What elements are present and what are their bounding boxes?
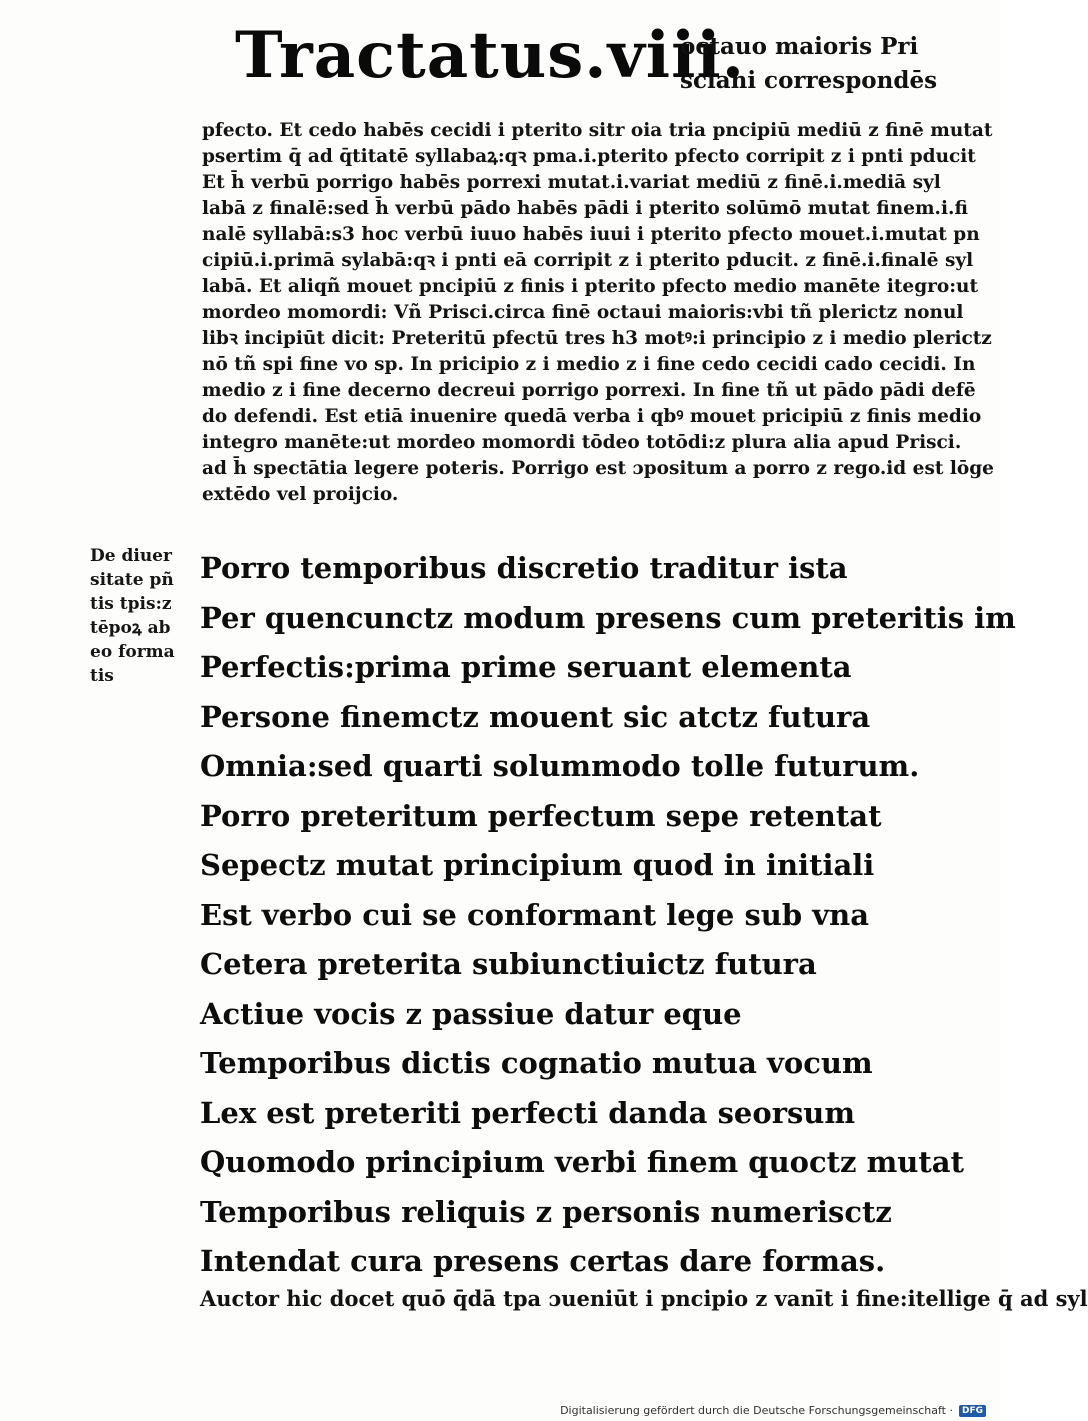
dfg-logo-icon: DFG [959, 1405, 986, 1417]
marginal-note-line: tis tpis:z [90, 594, 172, 614]
verse-line: Temporibus reliquis z personis numerisctz [200, 1194, 892, 1229]
commentary-line: nō tñ spi fine vo sp. In pricipio z i medio z i fine cedo cecidi cado cecidi. In [202, 354, 976, 375]
verse-line: Intendat cura presens certas dare formas. [200, 1244, 886, 1278]
footer-credit: Digitalisierung gefördert durch die Deutsche Forschungsgemeinschaft · [560, 1404, 953, 1417]
commentary-line: nalē syllabā:s3 hoc verbū iuuo habēs iuui i pterito pfecto mouet.i.mutat pn [202, 224, 980, 245]
verse-line: Actiue vocis z passiue datur eque [200, 996, 742, 1031]
verse-line: Sepectz mutat principium quod in initiali [200, 848, 875, 882]
commentary-line: do defendi. Est etiā inuenire quedā verba i qbꝰ mouet pricipiū z finis medio [202, 406, 982, 427]
commentary-line: mordeo momordi: Vñ Prisci.circa finē octaui maioris:vbi tñ plerictz nonul [202, 302, 964, 323]
commentary-line: labā z finalē:sed h̄ verbū pādo habēs pādi i pterito solūmō mutat finem.i.fi [202, 198, 968, 219]
commentary-line: libꝛ incipiūt dicit: Preteritū pfectū tres h3 motꝰ:i principio z i medio plerictz [202, 328, 992, 349]
verse-line: Persone finemctz mouent sic atctz futura [200, 699, 871, 734]
page-header [235, 10, 975, 110]
verse-line: Porro preteritum perfectum sepe retentat [200, 798, 882, 833]
commentary-line: integro manēte:ut mordeo momordi tōdeo totōdi:z plura alia apud Prisci. [202, 432, 962, 453]
final-commentary-line: Auctor hic docet quō q̄dā tpa ɔueniūt i pncipio z vanīt i fine:itellige q̄ ad syl [200, 1286, 1088, 1311]
commentary-line: cipiū.i.primā sylabā:qꝛ i pnti eā corripit z i pterito pducit. z finē.i.finalē syl [202, 250, 974, 271]
marginal-note-line: tēpoꝝ ab [90, 618, 171, 638]
marginal-note-line: eo forma [90, 642, 175, 662]
header-subtitle-line: octauo maioris Pri [680, 33, 919, 60]
verse-line: Cetera preterita subiunctiuictz futura [200, 947, 817, 981]
marginal-note-line: De diuer [90, 546, 172, 566]
header-subtitle [680, 30, 980, 98]
verse-line: Per quencunctz modum presens cum preteritis im [200, 600, 1016, 635]
marginal-note-line: tis [90, 666, 114, 686]
commentary-line: ad h̄ spectātia legere poteris. Porrigo est ɔpositum a porro z rego.id est lōge [202, 458, 994, 479]
digitization-footer [560, 1404, 986, 1417]
verse-line: Est verbo cui se conformant lege sub vna [200, 897, 869, 932]
marginal-note [90, 544, 200, 688]
marginal-note-line: sitate pñ [90, 570, 174, 590]
commentary-block [202, 118, 992, 508]
verse-line: Omnia:sed quarti solummodo tolle futurum. [200, 749, 920, 783]
verse-line: Porro temporibus discretio traditur ista [200, 551, 848, 585]
commentary-line: medio z i fine decerno decreui porrigo porrexi. In fine tñ ut pādo pādi defē [202, 380, 976, 401]
verse-line: Quomodo principium verbi finem quoctz mutat [200, 1145, 964, 1179]
header-title: Tractatus.viii. [235, 18, 745, 93]
commentary-line: Et h̄ verbū porrigo habēs porrexi mutat.i.variat mediū z finē.i.mediā syl [202, 172, 941, 193]
commentary-line: psertim q̄ ad q̄titatē syllabaꝝ:qꝛ pma.i.pterito pfecto corripit z i pnti pducit [202, 146, 976, 167]
verse-block [200, 544, 1016, 1287]
verse-line: Lex est preteriti perfecti danda seorsum [200, 1095, 856, 1130]
commentary-line: labā. Et aliqñ mouet pncipiū z finis i pterito pfecto medio manēte itegro:ut [202, 276, 979, 297]
commentary-line: pfecto. Et cedo habēs cecidi i pterito sitr oia tria pncipiū mediū z finē mutat [202, 120, 993, 141]
commentary-line: extēdo vel proijcio. [202, 484, 399, 505]
verse-line: Temporibus dictis cognatio mutua vocum [200, 1046, 873, 1080]
header-subtitle-line: sciani correspondēs [680, 67, 938, 94]
verse-line: Perfectis:prima prime seruant elementa [200, 650, 852, 684]
